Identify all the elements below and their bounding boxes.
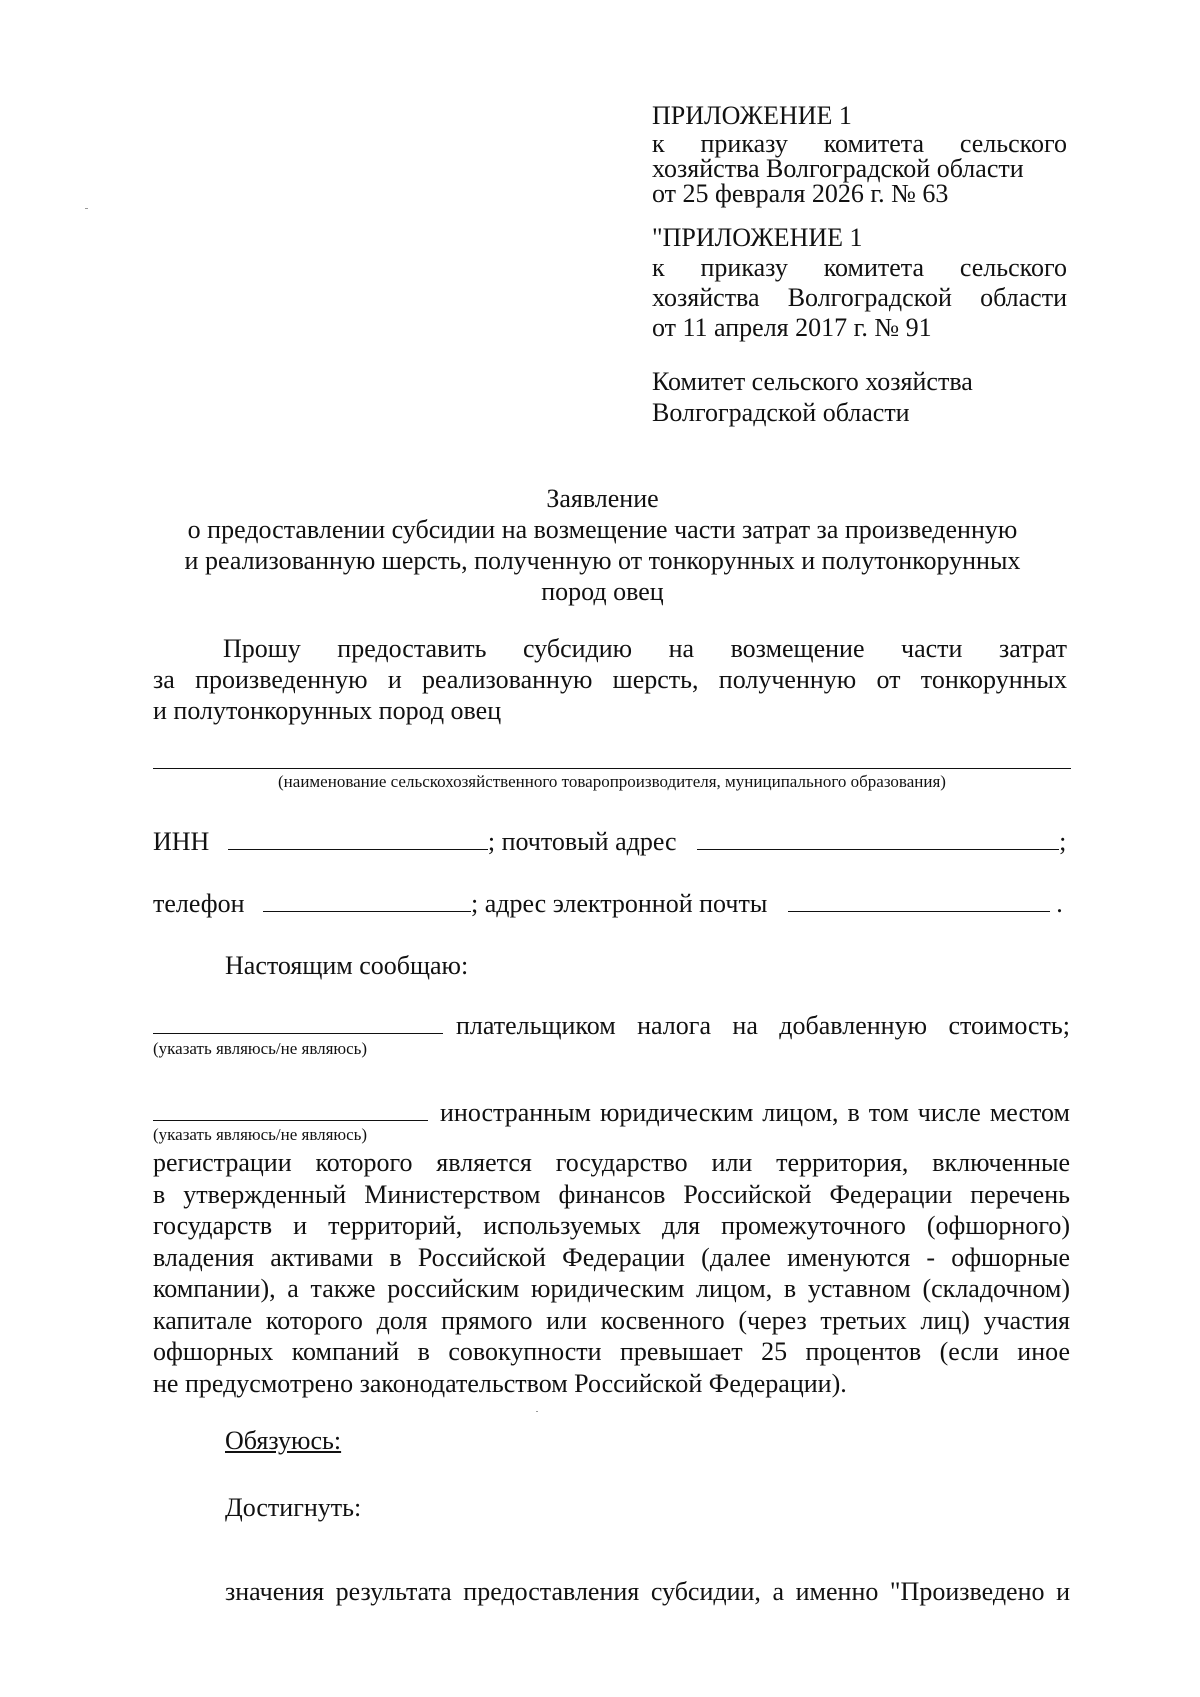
result-line: значения результата предоставления субсидии, а именно "Произведено и <box>225 1577 1070 1606</box>
request-paragraph <box>153 633 1067 726</box>
inform-line: Настоящим сообщаю: <box>225 951 469 980</box>
appendix-line: к приказу комитета сельского <box>652 253 1067 282</box>
appendix-line: хозяйства Волгоградской области <box>652 283 1067 312</box>
title-line: и реализованную шерсть, полученную от тонкорунных и полутонкорунных <box>184 546 1021 575</box>
appendix-line: от 11 апреля 2017 г. № 91 <box>652 313 932 342</box>
phone-field[interactable] <box>263 889 471 912</box>
applicant-name-hint: (наименование сельскохозяйственного товаропроизводителя, муниципального образования) <box>278 772 946 791</box>
paragraph-line: Прошу предоставить субсидию на возмещение части затрат <box>223 634 1067 663</box>
addressee <box>652 366 1072 428</box>
paragraph-line: владения активами в Российской Федерации (далее именуются - офшорные <box>153 1242 1070 1272</box>
phone-email-row <box>153 888 1073 919</box>
foreign-paragraph <box>153 1147 1070 1399</box>
title-line: пород овец <box>541 577 664 606</box>
appendix-line: хозяйства Волгоградской области <box>652 154 1024 183</box>
inn-label: ИНН <box>153 827 210 856</box>
commit-heading: Обязуюсь: <box>225 1426 342 1455</box>
email-end: . <box>1056 889 1063 918</box>
inn-address-row <box>153 826 1073 857</box>
scan-speck <box>536 1411 538 1412</box>
foreign-status-field[interactable] <box>153 1097 428 1121</box>
postal-address-field[interactable] <box>697 827 1059 850</box>
title-line: Заявление <box>546 484 659 513</box>
appendix-header-current <box>652 100 1067 206</box>
title-line: о предоставлении субсидии на возмещение части затрат за произведенную <box>187 515 1018 544</box>
vat-hint: (указать являюсь/не являюсь) <box>153 1039 368 1058</box>
inn-field[interactable] <box>228 827 488 850</box>
phone-label: телефон <box>153 889 245 918</box>
paragraph-line: офшорных компаний в совокупности превышает 25 процентов (если иное <box>153 1337 1070 1366</box>
scan-speck <box>85 208 88 209</box>
paragraph-line: компании), а также российским юридическим лицом, в уставном (складочном) <box>153 1274 1070 1303</box>
appendix-title: "ПРИЛОЖЕНИЕ 1 <box>652 223 863 252</box>
appendix-line: от 25 февраля 2026 г. № 63 <box>652 179 949 208</box>
postal-address-end: ; <box>1059 827 1067 856</box>
email-label: ; адрес электронной почты <box>471 889 768 918</box>
foreign-text: иностранным юридическим лицом, в том числе местом <box>440 1098 1070 1127</box>
appendix-header-original <box>652 222 1067 343</box>
foreign-hint: (указать являюсь/не являюсь) <box>153 1125 368 1144</box>
email-field[interactable] <box>788 889 1050 912</box>
achieve-heading: Достигнуть: <box>225 1493 362 1522</box>
paragraph-line: не предусмотрено законодательством Российской Федерации). <box>153 1368 847 1398</box>
appendix-title: ПРИЛОЖЕНИЕ 1 <box>652 101 852 130</box>
postal-address-label: ; почтовый адрес <box>487 827 677 856</box>
paragraph-line: в утвержденный Министерством финансов Российской Федерации перечень <box>153 1179 1070 1209</box>
addressee-line: Волгоградской области <box>652 398 910 427</box>
paragraph-line: государств и территорий, используемых для промежуточного (офшорного) <box>153 1211 1070 1240</box>
paragraph-line: и полутонкорунных пород овец <box>153 696 502 725</box>
document-title <box>140 483 1065 607</box>
addressee-line: Комитет сельского хозяйства <box>652 367 973 396</box>
applicant-name-field[interactable] <box>153 768 1071 769</box>
paragraph-line: капитале которого доля прямого или косвенного (через третьих лиц) участия <box>153 1305 1070 1335</box>
paragraph-line: за произведенную и реализованную шерсть, полученную от тонкорунных <box>153 665 1067 694</box>
vat-text: плательщиком налога на добавленную стоимость; <box>456 1011 1070 1040</box>
vat-status-field[interactable] <box>153 1010 443 1034</box>
paragraph-line: регистрации которого является государство или территория, включенные <box>153 1148 1070 1177</box>
appendix-line: к приказу комитета сельского <box>652 129 1067 158</box>
